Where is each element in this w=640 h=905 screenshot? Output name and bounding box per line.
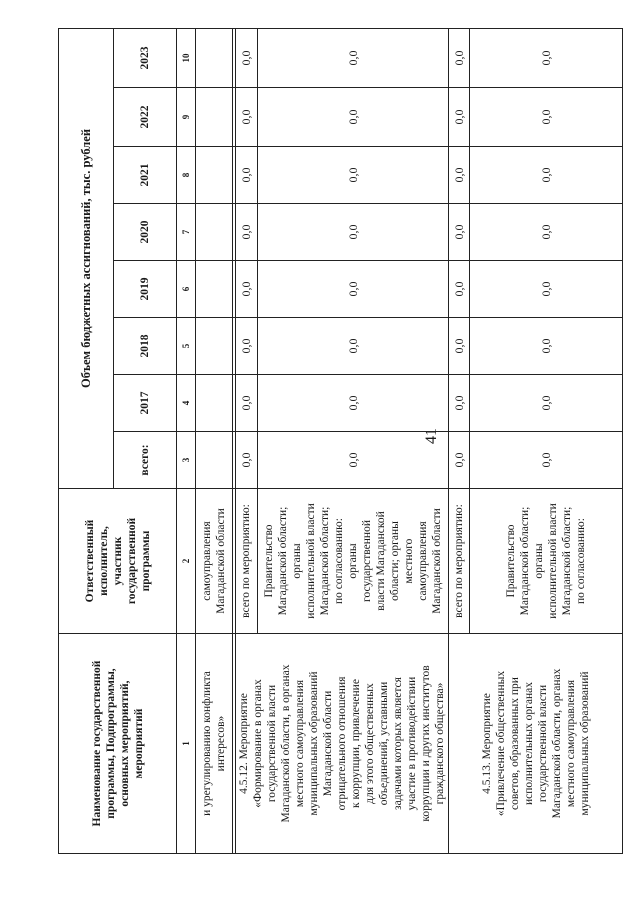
column-number-row xyxy=(177,28,196,853)
total-value: 0,0 xyxy=(236,432,258,489)
header-name: Наименование государственной программы, Подпрограммы, основных мероприятий, мероприятий xyxy=(59,634,177,854)
measure-responsible: Правительство Магаданской области; органы исполнительной власти Магаданской области; по согласованию: органы государственной власти Магаданской области; органы местного самоуправления Магаданской области xyxy=(257,489,448,634)
total-value: 0,0 xyxy=(236,204,258,261)
detail-value: 0,0 xyxy=(257,147,448,204)
measure-name: 4.5.12. Мероприятие «Формирование в органах государственной власти Магаданской области, в органах местного самоуправления муниципальных образований Магаданской области отрицательного отношения к коррупции, привлечение для этого общественных объединений, уставными задачами которых является участие в противодействии коррупции и других институтов гражданского общества» xyxy=(236,634,449,854)
column-number: 2 xyxy=(177,489,196,634)
header-budget-title: Объем бюджетных ассигнований, тыс. рублей xyxy=(59,28,114,488)
column-number: 1 xyxy=(177,634,196,854)
column-number: 8 xyxy=(177,147,196,204)
total-value: 0,0 xyxy=(236,147,258,204)
empty-cell xyxy=(196,147,233,204)
detail-value: 0,0 xyxy=(257,318,448,375)
detail-value: 0,0 xyxy=(470,432,623,489)
column-number: 9 xyxy=(177,88,196,147)
detail-value: 0,0 xyxy=(470,28,623,87)
total-value: 0,0 xyxy=(236,375,258,432)
landscape-table-wrapper xyxy=(58,29,591,854)
detail-value: 0,0 xyxy=(257,261,448,318)
empty-cell xyxy=(196,261,233,318)
detail-value: 0,0 xyxy=(470,147,623,204)
empty-cell xyxy=(196,204,233,261)
header-row-1 xyxy=(59,28,114,853)
detail-value: 0,0 xyxy=(470,204,623,261)
total-value: 0,0 xyxy=(236,318,258,375)
total-value: 0,0 xyxy=(449,147,470,204)
column-number: 4 xyxy=(177,375,196,432)
total-value: 0,0 xyxy=(449,375,470,432)
measure-responsible: Правительство Магаданской области; органы исполнительной власти Магаданской области; по согласованию: xyxy=(470,489,623,634)
rotated-table-area xyxy=(58,29,591,854)
total-value: 0,0 xyxy=(449,318,470,375)
total-value: 0,0 xyxy=(449,88,470,147)
detail-value: 0,0 xyxy=(257,88,448,147)
header-total: всего: xyxy=(114,432,177,489)
total-value: 0,0 xyxy=(236,261,258,318)
header-year-2017: 2017 xyxy=(114,375,177,432)
header-year-2023: 2023 xyxy=(114,28,177,87)
header-responsible: Ответственный исполнитель, участник государственной программы xyxy=(59,489,177,634)
total-value: 0,0 xyxy=(449,261,470,318)
measure-4-5-12-total-row xyxy=(236,28,258,853)
measure-total-label: всего по мероприятию: xyxy=(449,489,470,634)
detail-value: 0,0 xyxy=(257,204,448,261)
detail-value: 0,0 xyxy=(470,318,623,375)
budget-table xyxy=(58,28,623,854)
detail-value: 0,0 xyxy=(470,88,623,147)
header-year-2022: 2022 xyxy=(114,88,177,147)
continuation-responsible: самоуправления Магаданской области xyxy=(196,489,233,634)
column-number: 10 xyxy=(177,28,196,87)
measure-total-label: всего по мероприятию: xyxy=(236,489,258,634)
column-number: 7 xyxy=(177,204,196,261)
detail-value: 0,0 xyxy=(470,261,623,318)
empty-cell xyxy=(196,432,233,489)
total-value: 0,0 xyxy=(449,432,470,489)
continuation-name: и урегулированию конфликта интересов» xyxy=(196,634,233,854)
measure-name: 4.5.13. Мероприятие «Привлечение общественных советов, образованных при исполнительных органах государственной власти Магаданской области, органах местного самоуправления муниципальных образований xyxy=(449,634,623,854)
column-number: 3 xyxy=(177,432,196,489)
header-year-2020: 2020 xyxy=(114,204,177,261)
measure-4-5-13-total-row xyxy=(449,28,470,853)
header-year-2021: 2021 xyxy=(114,147,177,204)
column-number: 5 xyxy=(177,318,196,375)
total-value: 0,0 xyxy=(236,88,258,147)
total-value: 0,0 xyxy=(236,28,258,87)
column-number: 6 xyxy=(177,261,196,318)
continuation-row xyxy=(196,28,233,853)
detail-value: 0,0 xyxy=(470,375,623,432)
header-year-2018: 2018 xyxy=(114,318,177,375)
detail-value: 0,0 xyxy=(257,375,448,432)
empty-cell xyxy=(196,88,233,147)
empty-cell xyxy=(196,28,233,87)
total-value: 0,0 xyxy=(449,204,470,261)
empty-cell xyxy=(196,375,233,432)
detail-value: 0,0 xyxy=(257,28,448,87)
detail-value: 0,0 xyxy=(257,432,448,489)
page-number: 41 xyxy=(423,428,440,444)
total-value: 0,0 xyxy=(449,28,470,87)
header-year-2019: 2019 xyxy=(114,261,177,318)
empty-cell xyxy=(196,318,233,375)
